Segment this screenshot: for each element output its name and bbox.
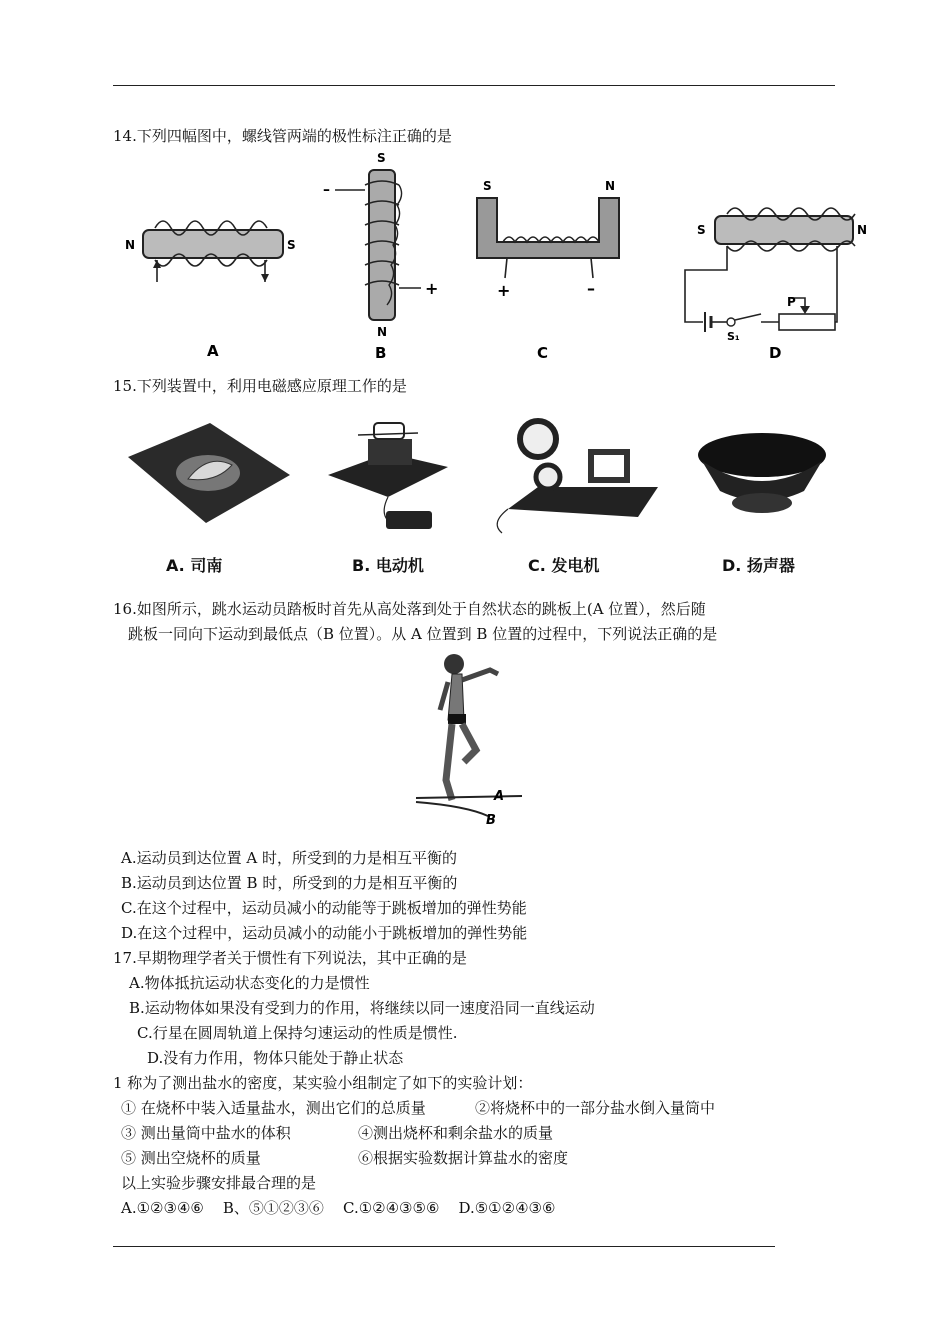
fig-d-right-pole: N [857,223,868,237]
q18-step5: ⑤ 测出空烧杯的质量 [121,1149,261,1167]
fig-b-minus: – [323,182,330,198]
q17-option-c: C.行星在圆周轨道上保持匀速运动的性质是惯性. [137,1024,458,1042]
q17-option-b: B.运动物体如果没有受到力的作用，将继续以同一速度沿同一直线运动 [129,999,595,1017]
q17-option-a: A.物体抵抗运动状态变化的力是惯性 [129,974,370,992]
q16-option-a: A.运动员到达位置 A 时，所受到的力是相互平衡的 [121,849,457,867]
q18-answers: A.①②③④⑥ B、⑤①②③⑥ C.①②④③⑤⑥ D.⑤①②④③⑥ [121,1199,556,1217]
solenoid-d-figure [685,208,867,362]
q14-stem: 14.下列四幅图中，螺线管两端的极性标注正确的是 [113,127,452,145]
header-rule [113,85,835,86]
q16-option-c: C.在这个过程中，运动员减小的动能等于跳板增加的弹性势能 [121,899,527,917]
q15-caption-b: B. 电动机 [352,556,424,575]
q16-option-d: D.在这个过程中，运动员减小的动能小于跳板增加的弹性势能 [121,924,528,942]
q18-step4: ④测出烧杯和剩余盐水的质量 [358,1124,554,1142]
fig-a-left-pole: N [125,238,136,252]
electric-motor-image [328,423,448,529]
generator-image [497,421,658,533]
q18-question: 以上实验步骤安排最合理的是 [121,1174,317,1192]
solenoid-c-figure [477,179,619,362]
q15-caption-a: A. 司南 [166,556,223,575]
fig-d-caption: D [769,344,782,362]
fig-c-caption: C [537,344,549,362]
q17-stem: 17.早期物理学者关于惯性有下列说法，其中正确的是 [113,949,467,967]
diver-label-b: B [486,813,496,828]
q15-caption-d: D. 扬声器 [722,556,795,575]
fig-a-right-pole: S [287,238,296,252]
q18-step3: ③ 测出量筒中盐水的体积 [121,1124,291,1142]
fig-c-minus: – [587,279,595,298]
loudspeaker-image [698,433,826,513]
diver-figure [412,650,538,832]
fig-c-left-pole: S [483,179,492,193]
q18-step1: ① 在烧杯中装入适量盐水，测出它们的总质量 [121,1099,426,1117]
fig-c-plus: + [497,281,511,300]
fig-b-plus: + [425,279,439,298]
q15-figures [118,405,858,545]
fig-a-caption: A [207,342,219,360]
fig-c-right-pole: N [605,179,616,193]
diver-label-a: A [494,789,505,804]
fig-d-left-pole: S [697,223,706,237]
sinan-compass-image [128,423,290,523]
q18-step6: ⑥根据实验数据计算盐水的密度 [358,1149,569,1167]
q14-figures [115,150,875,370]
q17-option-d: D.没有力作用，物体只能处于静止状态 [147,1049,404,1067]
fig-d-s1-label: S₁ [727,330,740,343]
q16-stem-line2: 跳板一同向下运动到最低点（B 位置）。从 A 位置到 B 位置的过程中，下列说法正确的是 [128,625,718,643]
q16-stem-line1: 16.如图所示，跳水运动员踏板时首先从高处落到处于自然状态的跳板上(A 位置），然后随 [113,600,706,618]
q16-option-b: B.运动员到达位置 B 时，所受到的力是相互平衡的 [121,874,458,892]
fig-b-caption: B [375,344,387,362]
q15-caption-c: C. 发电机 [528,556,600,575]
fig-b-top-pole: S [377,151,386,165]
solenoid-a-figure [125,221,296,360]
fig-b-bottom-pole: N [377,325,388,339]
q15-stem: 15.下列装置中，利用电磁感应原理工作的是 [113,377,407,395]
q18-stem: 1 称为了测出盐水的密度，某实验小组制定了如下的实验计划： [113,1074,533,1092]
footer-rule [113,1246,775,1247]
solenoid-b-figure [323,151,438,362]
fig-d-p-label: P [787,295,796,309]
q18-step2: ②将烧杯中的一部分盐水倒入量筒中 [475,1099,716,1117]
